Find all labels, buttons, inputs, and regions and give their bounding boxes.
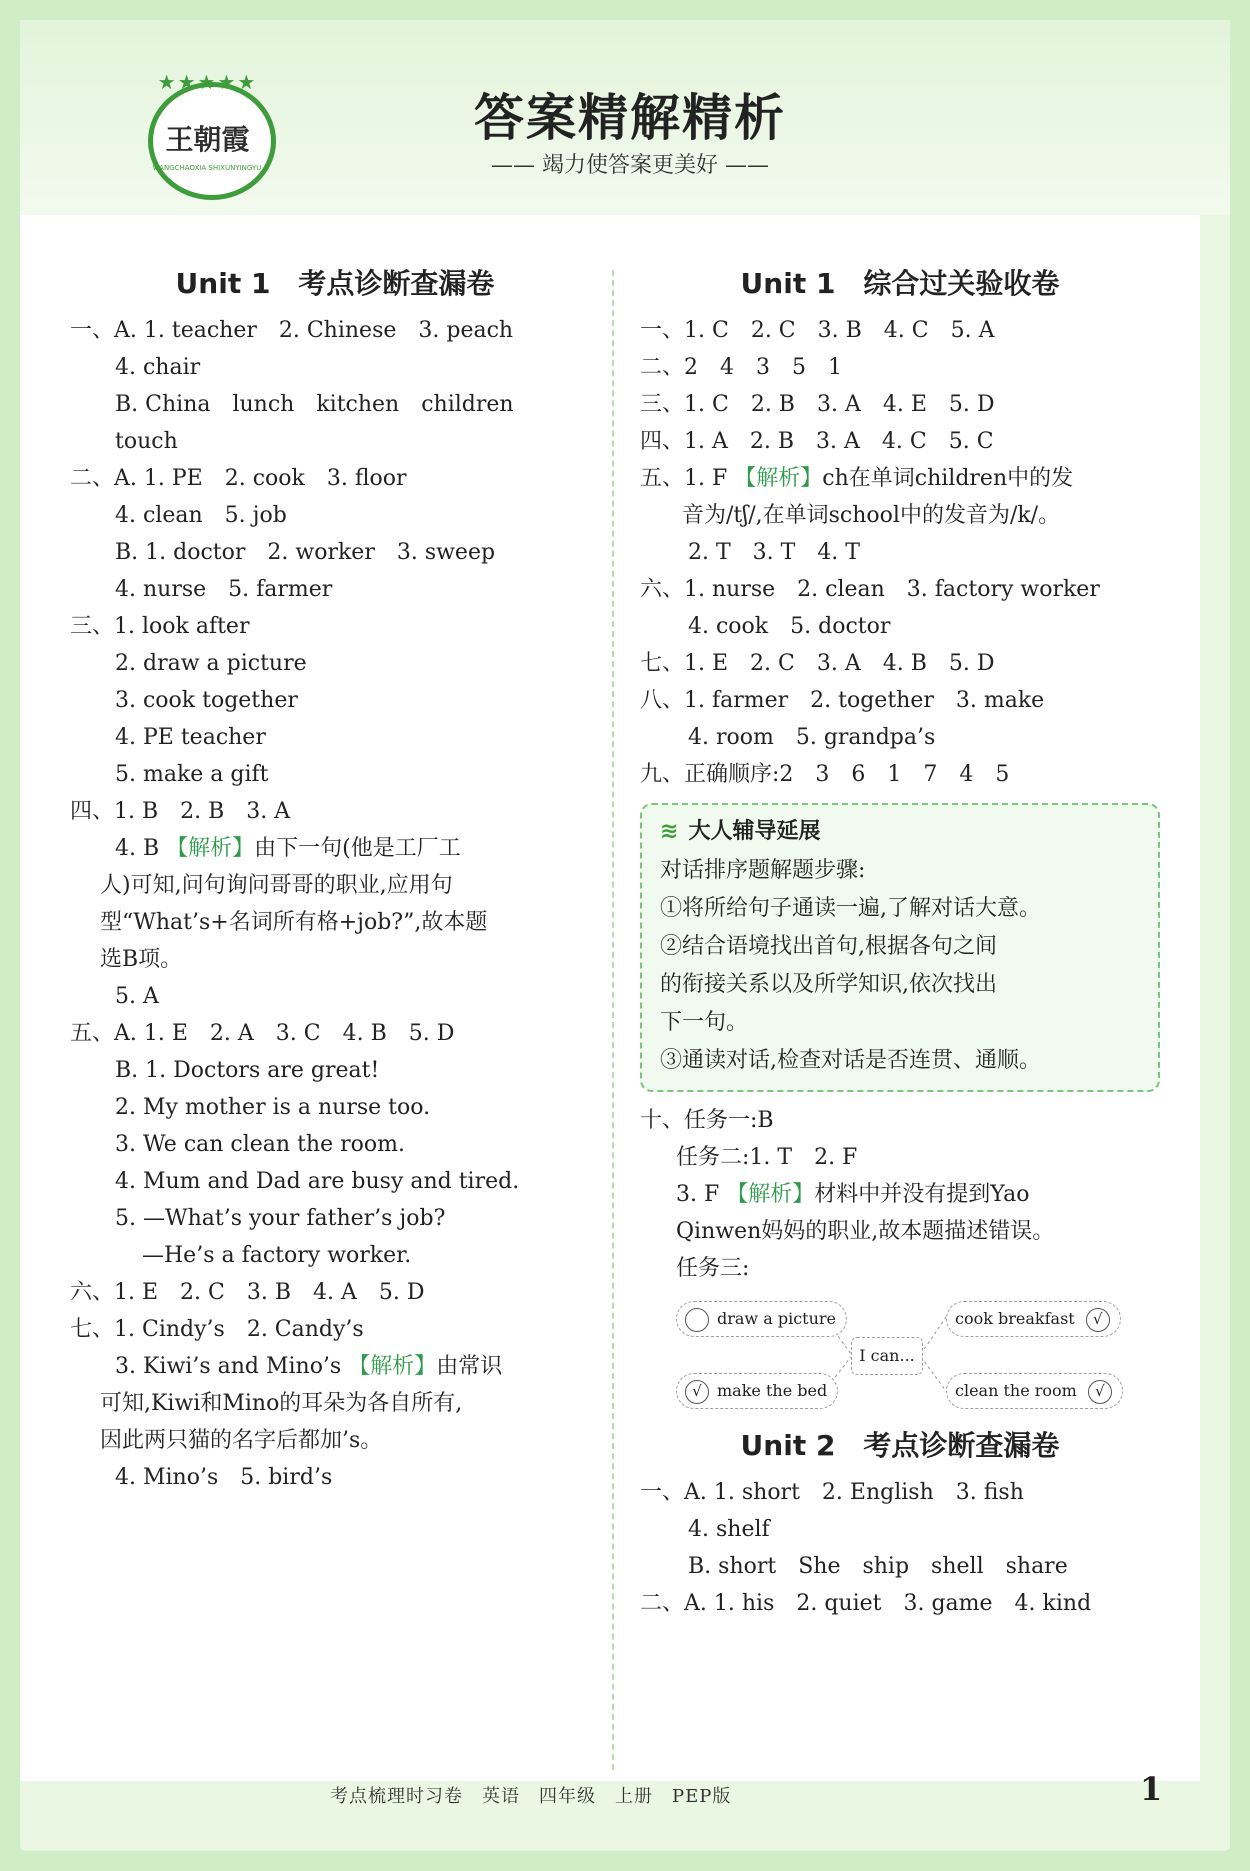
analysis-text: 材料中并没有提到Yao — [814, 1182, 1030, 1207]
answer-line: 五、A. 1. E 2. A 3. C 4. B 5. D — [70, 1021, 455, 1046]
diagram-item-label: make the bed — [717, 1381, 828, 1400]
section-title: Unit 1 综合过关验收卷 — [740, 267, 1060, 300]
answer-line: 一、A. 1. short 2. English 3. fish — [640, 1480, 1024, 1505]
answer-line: 2. draw a picture — [115, 651, 307, 676]
answer-line: —He’s a factory worker. — [142, 1243, 412, 1268]
check-circle-icon: √ — [685, 1380, 709, 1404]
answer-line: 4. room 5. grandpa’s — [688, 725, 936, 750]
answer-line: 九、正确顺序:2 3 6 1 7 4 5 — [640, 762, 1010, 787]
answer-number: 4. B — [115, 836, 160, 861]
answer-line: 七、1. E 2. C 3. A 4. B 5. D — [640, 651, 995, 676]
analysis-text: ch在单词children中的发 — [822, 466, 1074, 491]
page-title: 答案精解精析 — [474, 89, 786, 147]
diagram-item — [946, 1301, 1121, 1337]
analysis-text: 选B项。 — [100, 947, 183, 972]
logo-text: 王朝霞 — [165, 123, 250, 156]
tip-line: 对话排序题解题步骤: — [660, 858, 866, 883]
task-diagram — [640, 1299, 1160, 1414]
left-column — [70, 262, 600, 1496]
tip-heading — [660, 813, 1144, 850]
answer-line: 十、任务一:B — [640, 1108, 774, 1133]
section-title: Unit 2 考点诊断查漏卷 — [740, 1429, 1060, 1462]
tip-line: ③通读对话,检查对话是否连贯、通顺。 — [660, 1048, 1041, 1073]
answer-line: 二、A. 1. PE 2. cook 3. floor — [70, 466, 407, 491]
answer-line: B. China lunch kitchen children — [115, 392, 514, 417]
answer-line: 5. make a gift — [115, 762, 269, 787]
analysis-text: 音为/tʃ/,在单词school中的发音为/k/。 — [682, 503, 1061, 528]
answer-line: 四、1. B 2. B 3. A — [70, 799, 291, 824]
answer-line: 任务三: — [676, 1256, 750, 1281]
answer-line: 4. nurse 5. farmer — [115, 577, 333, 602]
analysis-tag: 【解析】 — [734, 466, 823, 491]
analysis-line — [70, 830, 600, 867]
page-number: 1 — [1140, 1770, 1163, 1808]
right-column — [640, 262, 1160, 1622]
answer-line: 六、1. nurse 2. clean 3. factory worker — [640, 577, 1100, 602]
tip-line: 下一句。 — [660, 1010, 749, 1035]
answer-line: 三、1. look after — [70, 614, 250, 639]
diagram-item — [676, 1301, 847, 1337]
answer-line: 2. My mother is a nurse too. — [115, 1095, 431, 1120]
analysis-line — [70, 1348, 600, 1385]
answer-line: B. 1. Doctors are great! — [115, 1058, 380, 1083]
answer-line: 四、1. A 2. B 3. A 4. C 5. C — [640, 429, 994, 454]
answer-line: 二、A. 1. his 2. quiet 3. game 4. kind — [640, 1591, 1092, 1616]
diagram-center: I can... — [851, 1337, 923, 1375]
diagram-item-label: clean the room — [955, 1381, 1077, 1400]
tip-line: 的衔接关系以及所学知识,依次找出 — [660, 972, 997, 997]
answer-number: 3. Kiwi’s and Mino’s — [115, 1354, 342, 1379]
answer-line: 4. Mum and Dad are busy and tired. — [115, 1169, 520, 1194]
page-subtitle: —— 竭力使答案更美好 —— — [491, 153, 769, 178]
answer-line: 4. shelf — [688, 1517, 770, 1542]
analysis-text: Qinwen妈妈的职业,故本题描述错误。 — [676, 1219, 1055, 1244]
diagram-item — [946, 1373, 1123, 1409]
analysis-text: 因此两只猫的名字后都加’s。 — [100, 1428, 383, 1453]
analysis-text: 由常识 — [436, 1354, 503, 1379]
brand-logo — [140, 70, 275, 195]
analysis-tag: 【解析】 — [166, 836, 255, 861]
answer-line: 一、1. C 2. C 3. B 4. C 5. A — [640, 318, 995, 343]
check-circle-icon: √ — [1086, 1308, 1110, 1332]
answer-line: 六、1. E 2. C 3. B 4. A 5. D — [70, 1280, 425, 1305]
analysis-tag: 【解析】 — [726, 1182, 815, 1207]
answer-line: 5. A — [115, 984, 159, 1009]
check-circle-icon: √ — [1088, 1380, 1112, 1404]
answer-line: 八、1. farmer 2. together 3. make — [640, 688, 1045, 713]
answer-line: 二、2 4 3 5 1 — [640, 355, 842, 380]
tip-title: 大人辅导延展 — [688, 819, 821, 844]
answer-line: 3. We can clean the room. — [115, 1132, 405, 1157]
column-divider — [612, 270, 614, 1770]
answer-line: B. 1. doctor 2. worker 3. sweep — [115, 540, 496, 565]
analysis-tag: 【解析】 — [348, 1354, 437, 1379]
diagram-item-label: draw a picture — [717, 1309, 837, 1328]
answer-line: 七、1. Cindy’s 2. Candy’s — [70, 1317, 364, 1342]
answer-line: 一、A. 1. teacher 2. Chinese 3. peach — [70, 318, 514, 343]
logo-subtext: WANGCHAOXIA SHIXUNYINGYU — [152, 164, 262, 172]
answer-number: 3. F — [676, 1182, 720, 1207]
analysis-line — [640, 460, 1160, 497]
answer-line: touch — [115, 429, 178, 454]
answer-line: 任务二:1. T 2. F — [676, 1145, 858, 1170]
answer-line: 4. Mino’s 5. bird’s — [115, 1465, 333, 1490]
answer-line: 4. cook 5. doctor — [688, 614, 891, 639]
answer-line: 三、1. C 2. B 3. A 4. E 5. D — [640, 392, 995, 417]
answer-number: 五、1. F — [640, 466, 728, 491]
answer-line: B. short She ship shell share — [688, 1554, 1068, 1579]
answer-line: 3. cook together — [115, 688, 298, 713]
footer-text: 考点梳理时习卷 英语 四年级 上册 PEP版 — [330, 1786, 732, 1807]
answer-line: 4. chair — [115, 355, 201, 380]
analysis-line — [640, 1176, 1160, 1213]
tip-line: ②结合语境找出首句,根据各句之间 — [660, 934, 997, 959]
diagram-item-label: cook breakfast — [955, 1309, 1075, 1328]
diagram-item — [676, 1373, 838, 1409]
answer-line: 4. clean 5. job — [115, 503, 287, 528]
check-circle-icon — [685, 1308, 709, 1332]
answer-line: 5. —What’s your father’s job? — [115, 1206, 446, 1231]
analysis-text: 人)可知,问句询问哥哥的职业,应用句 — [100, 873, 453, 898]
section-title: Unit 1 考点诊断查漏卷 — [175, 267, 495, 300]
answer-line: 4. PE teacher — [115, 725, 266, 750]
answer-line: 2. T 3. T 4. T — [688, 540, 860, 565]
analysis-text: 由下一句(他是工厂工 — [254, 836, 461, 861]
analysis-text: 可知,Kiwi和Mino的耳朵为各自所有, — [100, 1391, 463, 1416]
wave-icon: ≋ — [660, 819, 679, 844]
tip-line: ①将所给句子通读一遍,了解对话大意。 — [660, 896, 1041, 921]
analysis-text: 型“What’s+名词所有格+job?”,故本题 — [100, 910, 488, 935]
tip-box — [640, 803, 1160, 1092]
logo-stars-icon: ★★★★★ — [157, 70, 258, 94]
